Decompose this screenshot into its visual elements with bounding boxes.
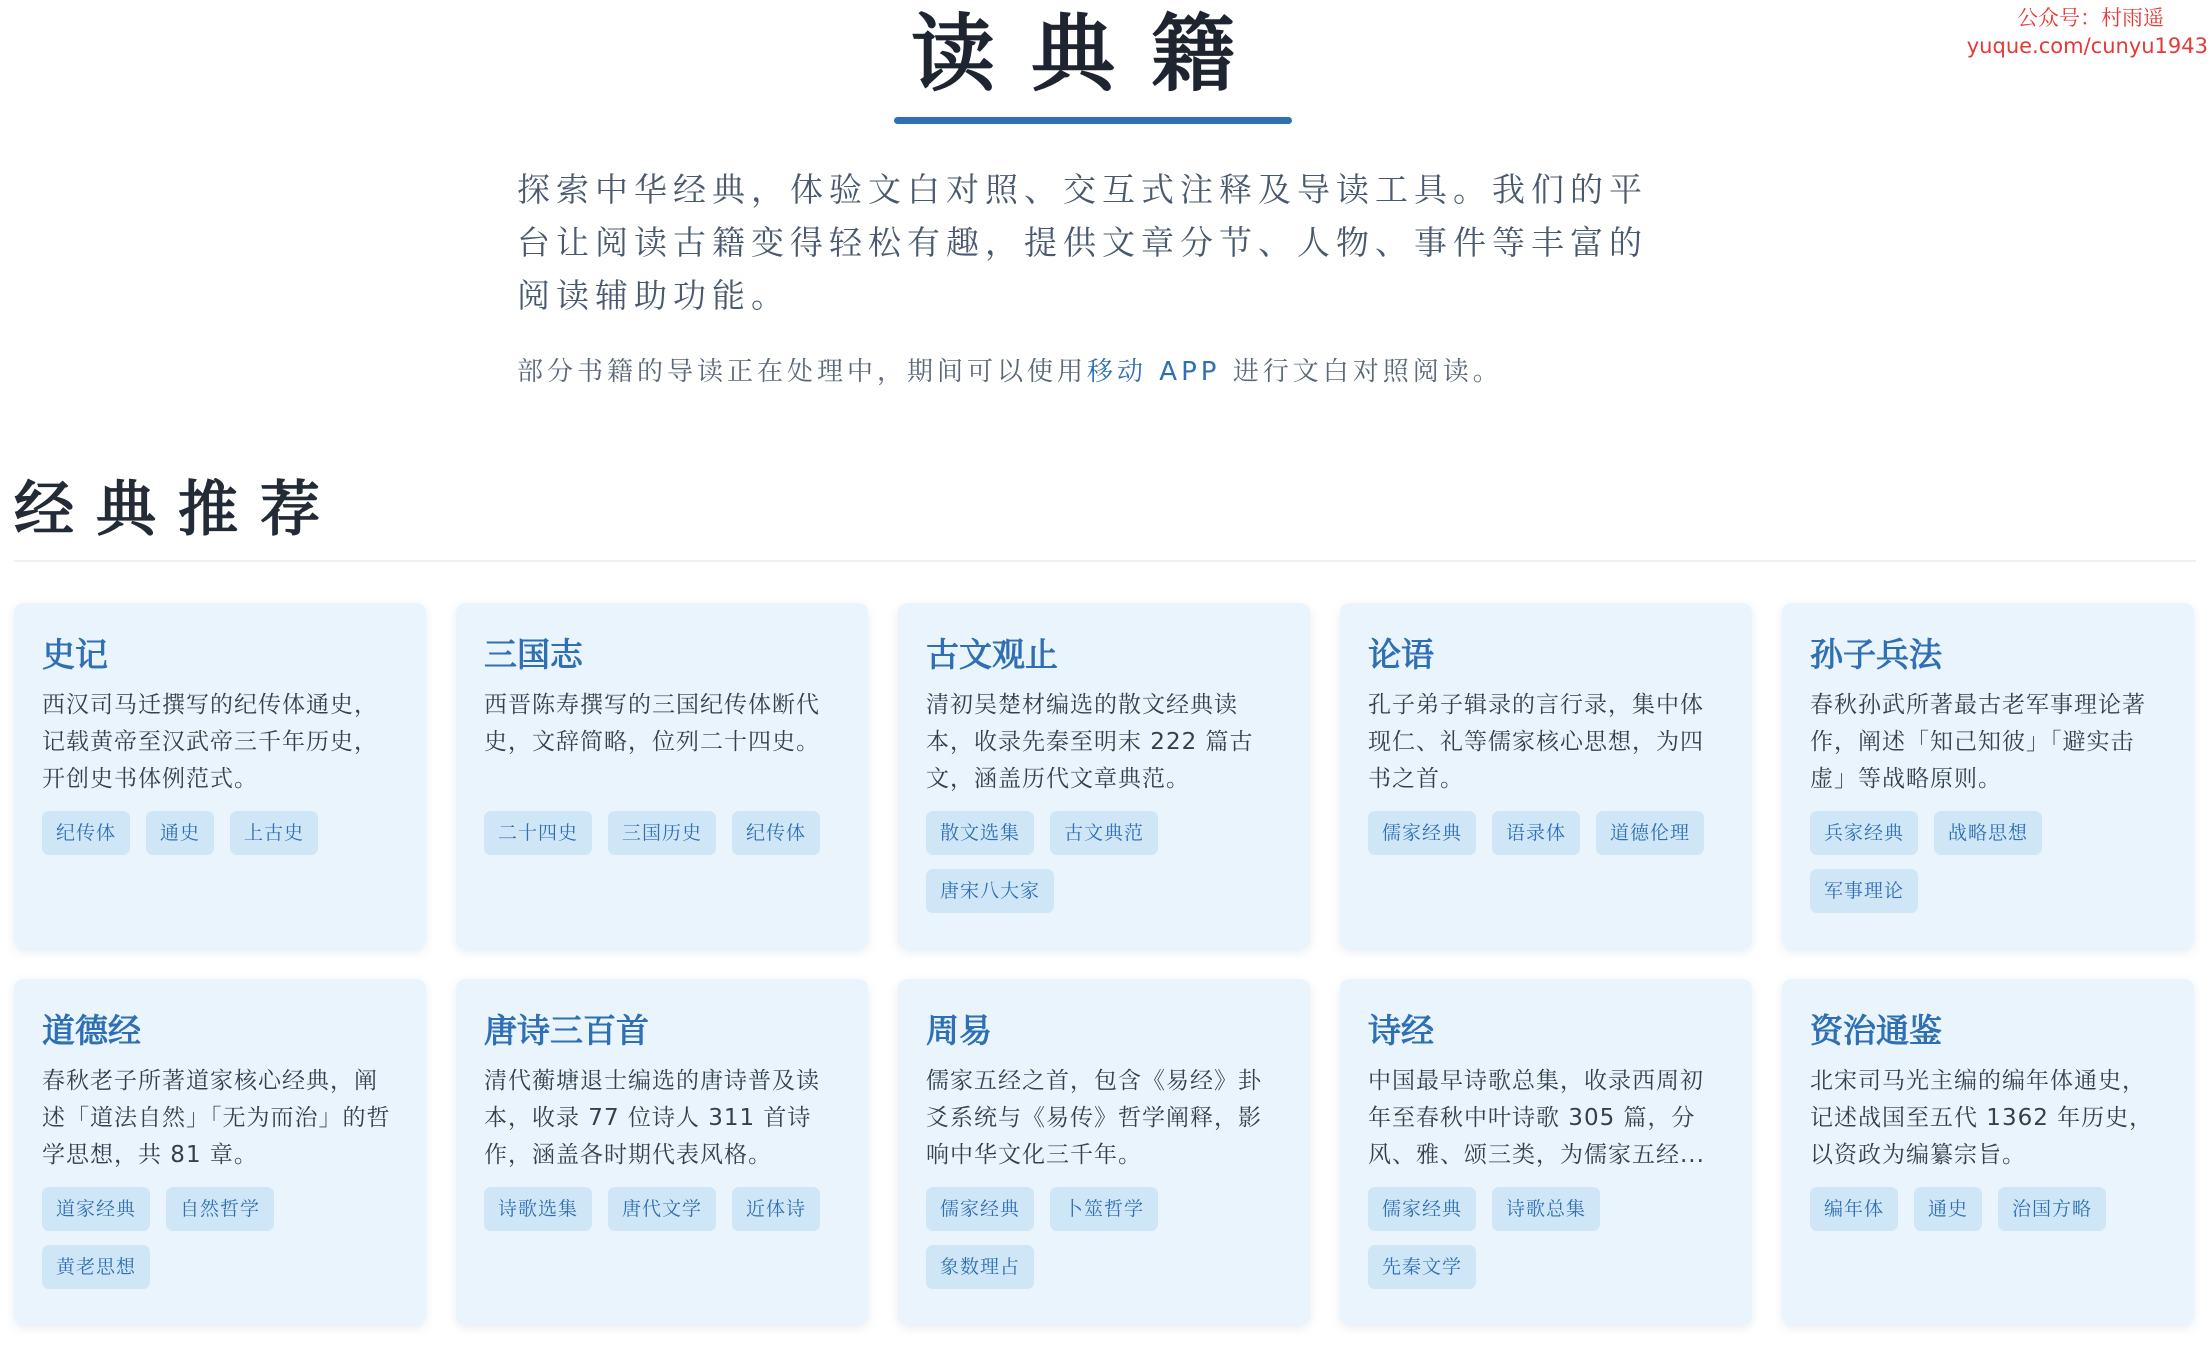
section-divider [14,560,2196,562]
book-description: 儒家五经之首，包含《易经》卦爻系统与《易传》哲学阐释，影响中华文化三千年。 [926,1068,1262,1168]
tag-chip[interactable]: 诗歌选集 [484,1187,592,1231]
tag-chip[interactable]: 唐宋八大家 [926,869,1054,913]
tag-list [484,811,840,855]
tag-chip[interactable]: 黄老思想 [42,1245,150,1289]
book-card[interactable] [898,979,1310,1325]
tag-chip[interactable]: 三国历史 [608,811,716,855]
book-description: 西晋陈寿撰写的三国纪传体断代史，文辞简略，位列二十四史。 [484,692,820,755]
tag-list [1810,811,2166,913]
tag-chip[interactable]: 诗歌总集 [1492,1187,1600,1231]
tag-chip[interactable]: 纪传体 [42,811,130,855]
book-card[interactable] [14,603,426,949]
tag-chip[interactable]: 军事理论 [1810,869,1918,913]
tag-list [926,811,1282,913]
tag-chip[interactable]: 古文典范 [1050,811,1158,855]
book-title[interactable]: 三国志 [484,635,583,674]
book-description: 春秋老子所著道家核心经典，阐述「道法自然」「无为而治」的哲学思想，共 81 章。 [42,1068,391,1168]
notice-suffix: 进行文白对照阅读。 [1220,357,1503,387]
tag-chip[interactable]: 治国方略 [1998,1187,2106,1231]
tag-chip[interactable]: 纪传体 [732,811,820,855]
book-card[interactable] [1340,603,1752,949]
tag-chip[interactable]: 编年体 [1810,1187,1898,1231]
book-grid [14,603,2196,1325]
tag-list [42,1187,398,1289]
book-description: 清初吴楚材编选的散文经典读本，收录先秦至明末 222 篇古文，涵盖历代文章典范。 [926,692,1254,792]
section-title: 经典推荐 [14,475,342,545]
book-title[interactable]: 论语 [1368,635,1434,674]
book-title[interactable]: 资治通鉴 [1810,1011,1942,1050]
tag-list [926,1187,1282,1289]
page-title: 读典籍 [910,4,1271,103]
tag-chip[interactable]: 散文选集 [926,811,1034,855]
tag-chip[interactable]: 卜筮哲学 [1050,1187,1158,1231]
book-title[interactable]: 古文观止 [926,635,1058,674]
book-description: 中国最早诗歌总集，收录西周初年至春秋中叶诗歌 305 篇，分风、雅、颂三类，为儒家五经... [1368,1068,1705,1168]
tag-list [42,811,398,855]
book-card[interactable] [456,603,868,949]
book-description: 孔子弟子辑录的言行录，集中体现仁、礼等儒家核心思想，为四书之首。 [1368,692,1704,792]
book-card[interactable] [456,979,868,1325]
book-title[interactable]: 诗经 [1368,1011,1434,1050]
tag-chip[interactable]: 儒家经典 [1368,811,1476,855]
tag-chip[interactable]: 语录体 [1492,811,1580,855]
book-card[interactable] [14,979,426,1325]
book-card[interactable] [1782,603,2194,949]
notice-text [517,352,1717,392]
tag-chip[interactable]: 上古史 [230,811,318,855]
book-title[interactable]: 唐诗三百首 [484,1011,649,1050]
book-title[interactable]: 史记 [42,635,108,674]
book-description: 春秋孙武所著最古老军事理论著作，阐述「知己知彼」「避实击虚」等战略原则。 [1810,692,2146,792]
mobile-app-link[interactable]: 移动 APP [1087,357,1221,387]
book-title[interactable]: 道德经 [42,1011,141,1050]
book-description: 北宋司马光主编的编年体通史，记述战国至五代 1362 年历史，以资政为编纂宗旨。 [1810,1068,2154,1168]
tag-list [1368,811,1724,855]
tag-list [1810,1187,2166,1231]
tag-chip[interactable]: 近体诗 [732,1187,820,1231]
watermark-account: 公众号：村雨遥 [2017,6,2164,30]
tag-chip[interactable]: 象数理占 [926,1245,1034,1289]
tag-chip[interactable]: 二十四史 [484,811,592,855]
tag-chip[interactable]: 通史 [146,811,214,855]
book-card[interactable] [1782,979,2194,1325]
tag-chip[interactable]: 自然哲学 [166,1187,274,1231]
intro-text: 探索中华经典，体验文白对照、交互式注释及导读工具。我们的平台让阅读古籍变得轻松有趣，提供文章分节、人物、事件等丰富的阅读辅助功能。 [517,170,1648,315]
tag-chip[interactable]: 先秦文学 [1368,1245,1476,1289]
tag-list [484,1187,840,1231]
tag-chip[interactable]: 儒家经典 [926,1187,1034,1231]
tag-list [1368,1187,1724,1289]
tag-chip[interactable]: 道德伦理 [1596,811,1704,855]
tag-chip[interactable]: 道家经典 [42,1187,150,1231]
book-description: 清代蘅塘退士编选的唐诗普及读本，收录 77 位诗人 311 首诗作，涵盖各时期代表风格。 [484,1068,820,1168]
watermark-url: yuque.com/cunyu1943 [1966,34,2208,59]
notice-prefix: 部分书籍的导读正在处理中，期间可以使用 [517,357,1088,387]
tag-chip[interactable]: 兵家经典 [1810,811,1918,855]
tag-chip[interactable]: 唐代文学 [608,1187,716,1231]
book-description: 西汉司马迁撰写的纪传体通史，记载黄帝至汉武帝三千年历史，开创史书体例范式。 [42,692,378,792]
tag-chip[interactable]: 儒家经典 [1368,1187,1476,1231]
title-underline [894,117,1292,124]
book-title[interactable]: 孙子兵法 [1810,635,1942,674]
book-title[interactable]: 周易 [926,1011,992,1050]
tag-chip[interactable]: 战略思想 [1934,811,2042,855]
tag-chip[interactable]: 通史 [1914,1187,1982,1231]
book-card[interactable] [1340,979,1752,1325]
book-card[interactable] [898,603,1310,949]
